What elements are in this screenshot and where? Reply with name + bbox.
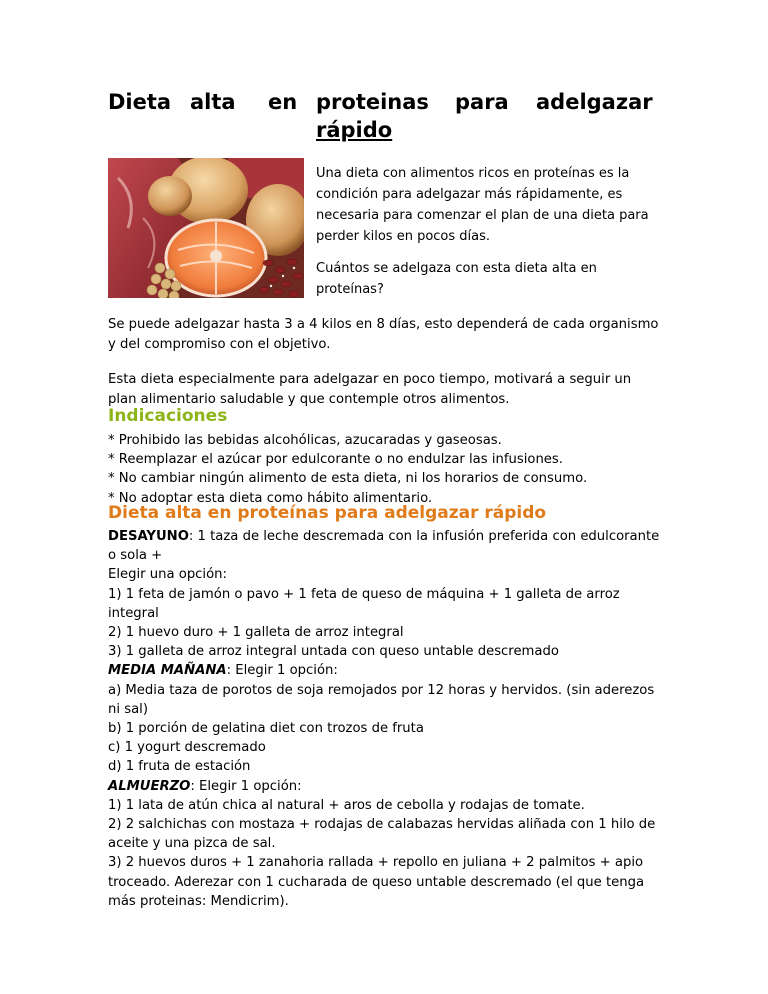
text-line: más proteinas: Mendicrim).	[108, 893, 289, 909]
text-line: c) 1 yogurt descremado	[108, 740, 266, 756]
desayuno-label: DESAYUNO	[108, 529, 189, 544]
text-line: Elegir una opción:	[108, 567, 227, 583]
text-line: proteínas?	[316, 282, 384, 297]
list-item: * No cambiar ningún alimento de esta dieta, ni los horarios de consumo.	[108, 471, 588, 487]
intro-question	[316, 258, 656, 300]
text-line: Esta dieta especialmente para adelgazar en poco tiempo, motivará a seguir un	[108, 372, 632, 387]
media-manana-label: MEDIA MAÑANA	[108, 663, 227, 679]
text-line: perder kilos en pocos días.	[316, 229, 491, 244]
document-title-line2: rápido	[316, 118, 393, 142]
text-line: ni sal)	[108, 701, 148, 717]
list-item: * Reemplazar el azúcar por edulcorante o no endulzar las infusiones.	[108, 452, 563, 468]
text-line: Se puede adelgazar hasta 3 a 4 kilos en 8 días, esto dependerá de cada organismo	[108, 317, 659, 332]
text-line: a) Media taza de porotos de soja remojados por 12 horas y hervidos. (sin aderezos	[108, 682, 655, 698]
menu-heading: Dieta alta en proteínas para adelgazar rápido	[108, 503, 547, 523]
title-word: en	[268, 90, 298, 114]
indicaciones-heading: Indicaciones	[108, 406, 228, 426]
desayuno-text: : 1 taza de leche descremada con la infusión preferida con edulcorante	[188, 529, 660, 544]
intro-paragraph	[316, 163, 656, 247]
menu-plan	[108, 527, 668, 911]
text-line: Cuántos se adelgaza con esta dieta alta en	[316, 261, 597, 276]
text-line: 3) 1 galleta de arroz integral untada con queso untable descremado	[108, 644, 559, 660]
protein-foods-photo	[108, 158, 304, 298]
text-line: plan alimentario saludable y que contemple otros alimentos.	[108, 392, 510, 407]
document-title-line1	[108, 90, 660, 116]
text-line: integral	[108, 605, 159, 621]
media-manana-text: : Elegir 1 opción:	[226, 663, 338, 679]
text-line: 3) 2 huevos duros + 1 zanahoria rallada + repollo en juliana + 2 palmitos + apio	[108, 855, 644, 871]
almuerzo-line	[108, 777, 668, 796]
almuerzo-label: ALMUERZO	[108, 778, 191, 794]
media-manana-line	[108, 661, 668, 680]
title-word: para	[455, 90, 509, 114]
list-item: * Prohibido las bebidas alcohólicas, azucaradas y gaseosas.	[108, 433, 502, 448]
text-line: necesaria para comenzar el plan de una dieta para	[316, 208, 649, 223]
text-line: 2) 1 huevo duro + 1 galleta de arroz integral	[108, 625, 404, 641]
text-line: b) 1 porción de gelatina diet con trozos de fruta	[108, 721, 424, 737]
text-line: d) 1 fruta de estación	[108, 759, 251, 775]
indicaciones-list	[108, 431, 668, 508]
desayuno-line	[108, 527, 668, 546]
weight-loss-paragraph	[108, 315, 668, 355]
title-word: alta	[190, 90, 236, 114]
text-line: y del compromiso con el objetivo.	[108, 337, 331, 352]
title-word: adelgazar	[536, 90, 653, 114]
text-line: 1) 1 lata de atún chica al natural + aros de cebolla y rodajas de tomate.	[108, 797, 585, 813]
title-word: proteinas	[316, 90, 429, 114]
text-line: Una dieta con alimentos ricos en proteínas es la	[316, 166, 630, 181]
text-line: o sola +	[108, 548, 163, 564]
text-line: 2) 2 salchichas con mostaza + rodajas de calabazas hervidas aliñada con 1 hilo de	[108, 817, 656, 833]
almuerzo-text: : Elegir 1 opción:	[190, 778, 302, 794]
title-word: Dieta	[108, 90, 172, 114]
list-item: * No adoptar esta dieta como hábito alimentario.	[108, 490, 433, 506]
text-line: troceado. Aderezar con 1 cucharada de queso untable descremado (el que tenga	[108, 874, 645, 890]
text-line: aceite y una pizca de sal.	[108, 836, 276, 852]
text-line: condición para adelgazar más rápidamente, es	[316, 187, 623, 202]
text-line: 1) 1 feta de jamón o pavo + 1 feta de queso de máquina + 1 galleta de arroz	[108, 586, 620, 602]
diet-description-paragraph	[108, 370, 668, 410]
